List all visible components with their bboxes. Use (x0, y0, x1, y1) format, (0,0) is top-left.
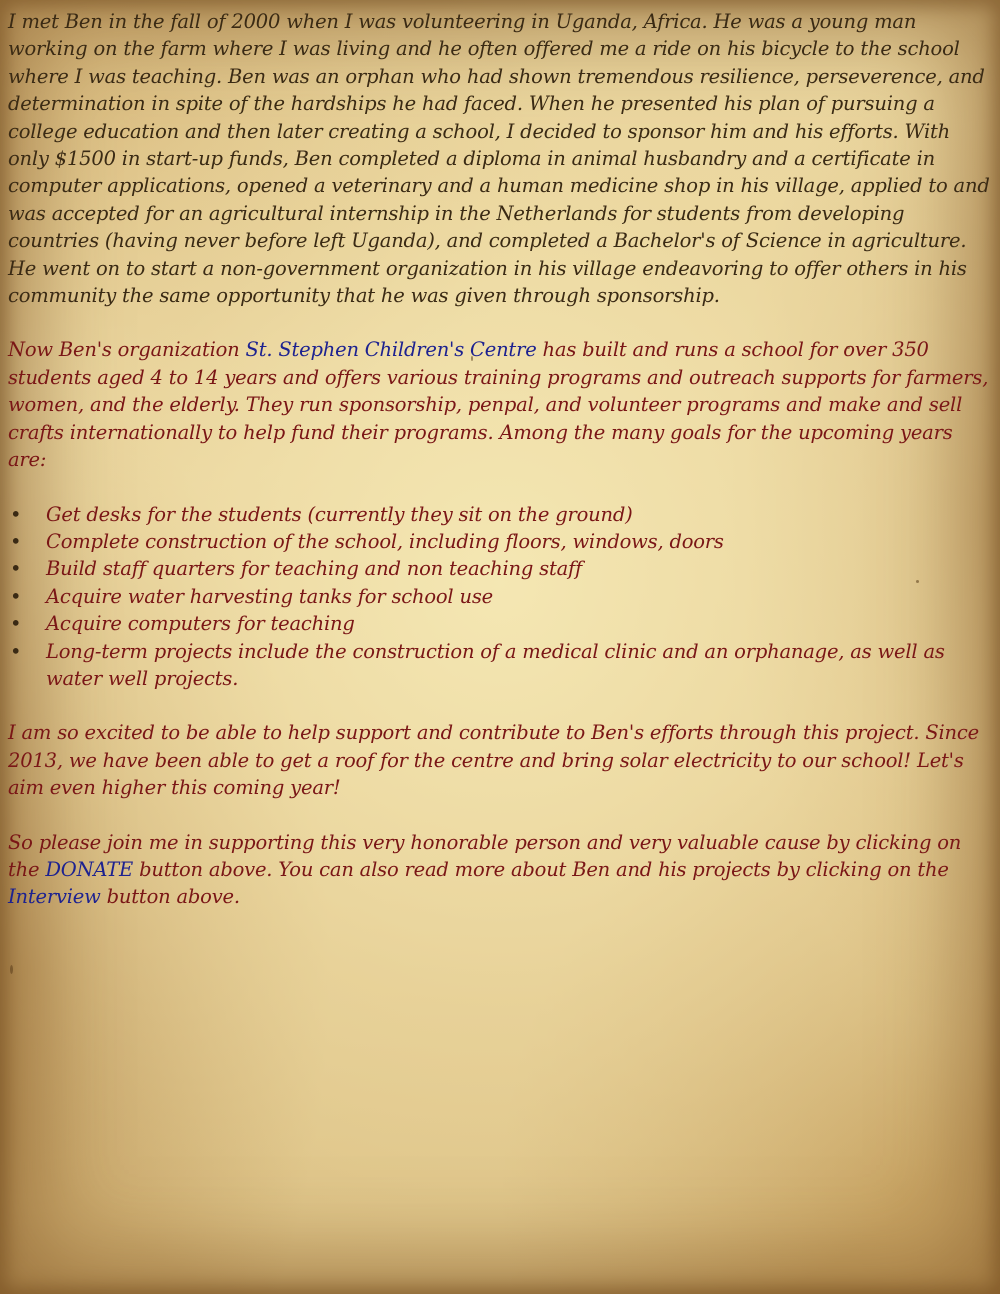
paper-speck (10, 965, 13, 974)
progress-paragraph (8, 719, 990, 801)
intro-text: I met Ben in the fall of 2000 when I was volunteering in Uganda, Africa. He was a young man working on the farm where I was living and he often offered me a ride on his bicycle to the school where I was teaching. Ben was an orphan who had shown tremendous resilience, perseverence, and determination in spite of the hardships he had faced. When he presented his plan of pursuing a college education and then later creating a school, I decided to sponsor him and his efforts. With only $1500 in start-up funds, Ben completed a diploma in animal husbandry and a certificate in computer applications, opened a veterinary and a human medicine shop in his village, applied to and was accepted for an agricultural internship in the Netherlands for students from developing countries (having never before left Uganda), and completed a Bachelor's of Science in agriculture. He went on to start a non-government organization in his village endeavoring to offer others in his community the same opportunity that he was given through sponsorship. (8, 10, 990, 308)
organization-paragraph (8, 336, 990, 473)
cta-text-middle: button above. You can also read more about Ben and his projects by clicking on the (133, 857, 949, 881)
progress-text: I am so excited to be able to help support and contribute to Ben's efforts through this project. Since 2013, we have been able to get a roof for the centre and bring solar electricity to our school! Let's aim even higher this coming year! (8, 721, 979, 800)
goal-item: • Acquire water harvesting tanks for school use (8, 583, 990, 610)
goal-item: • Complete construction of the school, including floors, windows, doors (8, 528, 990, 555)
donate-word: DONATE (45, 857, 134, 881)
interview-word: Interview (8, 885, 101, 909)
intro-paragraph (8, 8, 990, 309)
cta-text-end: button above. (100, 885, 240, 909)
goals-list (8, 501, 990, 693)
goal-item: • Acquire computers for teaching (8, 610, 990, 637)
organization-text-end: has built and runs a school for over 350 students aged 4 to 14 years and offers various training programs and outreach supports for farmers, women, and the elderly. They run sponsorship, penpal, and volunteer programs and make and sell crafts internationally to help fund their programs. Among the many goals for the upcoming years are: (8, 338, 989, 472)
organization-text-start: Now Ben's organization (8, 338, 246, 362)
organization-name-link[interactable]: St. Stephen Children's Centre (245, 338, 537, 362)
goal-item: • Build staff quarters for teaching and non teaching staff (8, 555, 990, 582)
cta-text-start: So please join me in supporting this very honorable person and very valuable cause by clicking on the (8, 830, 962, 881)
call-to-action-paragraph (8, 829, 990, 911)
goal-item: • Get desks for the students (currently they sit on the ground) (8, 501, 990, 528)
letter-body (8, 8, 990, 938)
goal-item: • Long-term projects include the construction of a medical clinic and an orphanage, as well as water well projects. (8, 638, 990, 693)
